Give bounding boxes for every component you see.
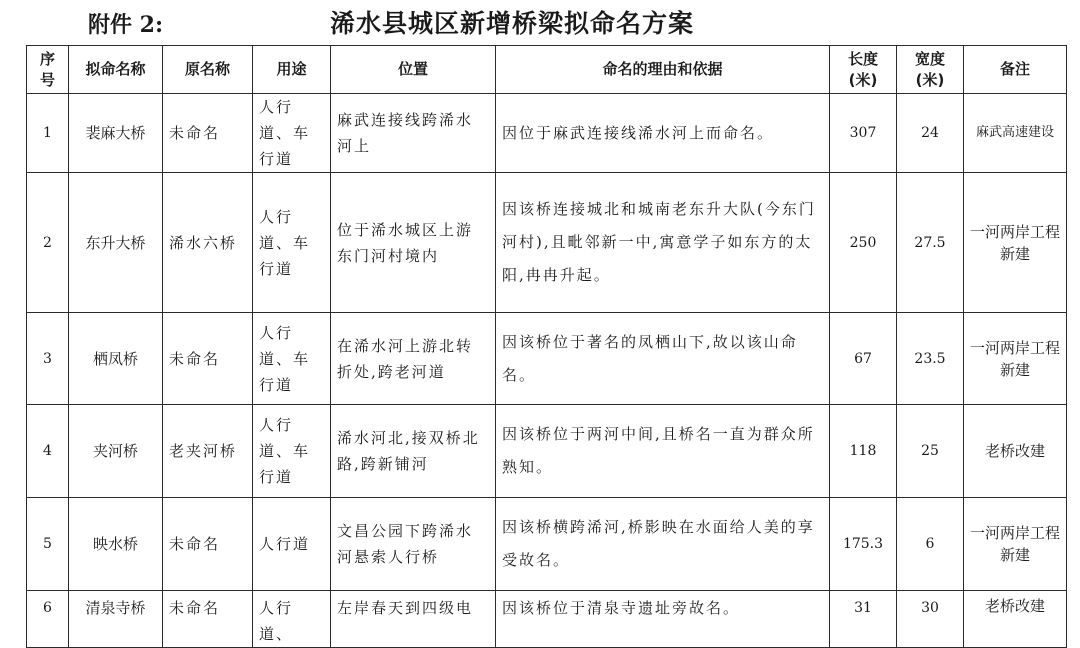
cell-length: 118 xyxy=(830,405,897,498)
cell-index: 1 xyxy=(27,94,69,173)
cell-notes: 老桥改建 xyxy=(964,405,1067,498)
cell-length: 31 xyxy=(830,591,897,648)
bridge-naming-table xyxy=(26,45,1067,648)
cell-location: 文昌公园下跨浠水河悬索人行桥 xyxy=(331,498,496,591)
col-header-notes: 备注 xyxy=(964,46,1067,94)
col-header-width-unit: (米) xyxy=(915,70,945,89)
col-header-proposed-name: 拟命名称 xyxy=(69,46,163,94)
cell-proposed-name: 映水桥 xyxy=(69,498,163,591)
cell-notes: 麻武高速建设 xyxy=(964,94,1067,173)
cell-width: 27.5 xyxy=(897,173,964,313)
cell-reason: 因该桥连接城北和城南老东升大队(今东门河村),且毗邻新一中,寓意学子如东方的太阳,冉冉升起。 xyxy=(496,173,830,313)
table-header-row xyxy=(27,46,1067,94)
cell-usage: 人行道、车行道 xyxy=(253,94,331,173)
cell-location: 浠水河北,接双桥北路,跨新铺河 xyxy=(331,405,496,498)
cell-width: 25 xyxy=(897,405,964,498)
cell-usage: 人行道、车行道 xyxy=(253,405,331,498)
cell-original-name: 未命名 xyxy=(163,498,253,591)
cell-notes: 一河两岸工程新建 xyxy=(964,498,1067,591)
cell-original-name: 浠水六桥 xyxy=(163,173,253,313)
cell-index: 4 xyxy=(27,405,69,498)
col-header-width xyxy=(897,46,964,94)
cell-original-name: 未命名 xyxy=(163,591,253,648)
cell-index: 5 xyxy=(27,498,69,591)
page-title: 浠水县城区新增桥梁拟命名方案 xyxy=(330,9,695,38)
col-header-original-name: 原名称 xyxy=(163,46,253,94)
col-header-index: 序号 xyxy=(27,46,69,94)
cell-usage: 人行道、车行道 xyxy=(253,313,331,405)
cell-reason: 因该桥位于著名的凤栖山下,故以该山命名。 xyxy=(496,313,830,405)
cell-proposed-name: 裴麻大桥 xyxy=(69,94,163,173)
cell-notes: 老桥改建 xyxy=(964,591,1067,648)
cell-length: 67 xyxy=(830,313,897,405)
annex-label: 附件 2: xyxy=(88,12,164,38)
cell-usage: 人行道、 xyxy=(253,591,331,648)
cell-location: 左岸春天到四级电 xyxy=(331,591,496,648)
cell-location: 麻武连接线跨浠水河上 xyxy=(331,94,496,173)
cell-proposed-name: 夹河桥 xyxy=(69,405,163,498)
cell-location: 位于浠水城区上游东门河村境内 xyxy=(331,173,496,313)
col-header-length xyxy=(830,46,897,94)
table-row xyxy=(27,405,1067,498)
col-header-length-label: 长度 xyxy=(847,49,878,68)
cell-width: 24 xyxy=(897,94,964,173)
cell-width: 6 xyxy=(897,498,964,591)
table-row xyxy=(27,173,1067,313)
cell-usage: 人行道、车行道 xyxy=(253,173,331,313)
cell-reason: 因该桥位于两河中间,且桥名一直为群众所熟知。 xyxy=(496,405,830,498)
table-row xyxy=(27,498,1067,591)
cell-original-name: 未命名 xyxy=(163,313,253,405)
cell-location: 在浠水河上游北转折处,跨老河道 xyxy=(331,313,496,405)
cell-index: 3 xyxy=(27,313,69,405)
cell-notes: 一河两岸工程新建 xyxy=(964,313,1067,405)
cell-reason: 因该桥横跨浠河,桥影映在水面给人美的享受故名。 xyxy=(496,498,830,591)
cell-width: 23.5 xyxy=(897,313,964,405)
col-header-length-unit: (米) xyxy=(848,70,878,89)
cell-notes: 一河两岸工程新建 xyxy=(964,173,1067,313)
col-header-location: 位置 xyxy=(331,46,496,94)
cell-original-name: 未命名 xyxy=(163,94,253,173)
cell-proposed-name: 东升大桥 xyxy=(69,173,163,313)
cell-original-name: 老夹河桥 xyxy=(163,405,253,498)
col-header-width-label: 宽度 xyxy=(914,49,945,68)
table-row xyxy=(27,94,1067,173)
table-row xyxy=(27,591,1067,648)
cell-proposed-name: 栖凤桥 xyxy=(69,313,163,405)
col-header-usage: 用途 xyxy=(253,46,331,94)
cell-width: 30 xyxy=(897,591,964,648)
cell-length: 175.3 xyxy=(830,498,897,591)
col-header-reason: 命名的理由和依据 xyxy=(496,46,830,94)
cell-index: 2 xyxy=(27,173,69,313)
cell-length: 307 xyxy=(830,94,897,173)
cell-reason: 因位于麻武连接线浠水河上而命名。 xyxy=(496,94,830,173)
cell-length: 250 xyxy=(830,173,897,313)
cell-usage: 人行道 xyxy=(253,498,331,591)
cell-proposed-name: 清泉寺桥 xyxy=(69,591,163,648)
cell-index: 6 xyxy=(27,591,69,648)
cell-reason: 因该桥位于清泉寺遗址旁故名。 xyxy=(496,591,830,648)
table-row xyxy=(27,313,1067,405)
